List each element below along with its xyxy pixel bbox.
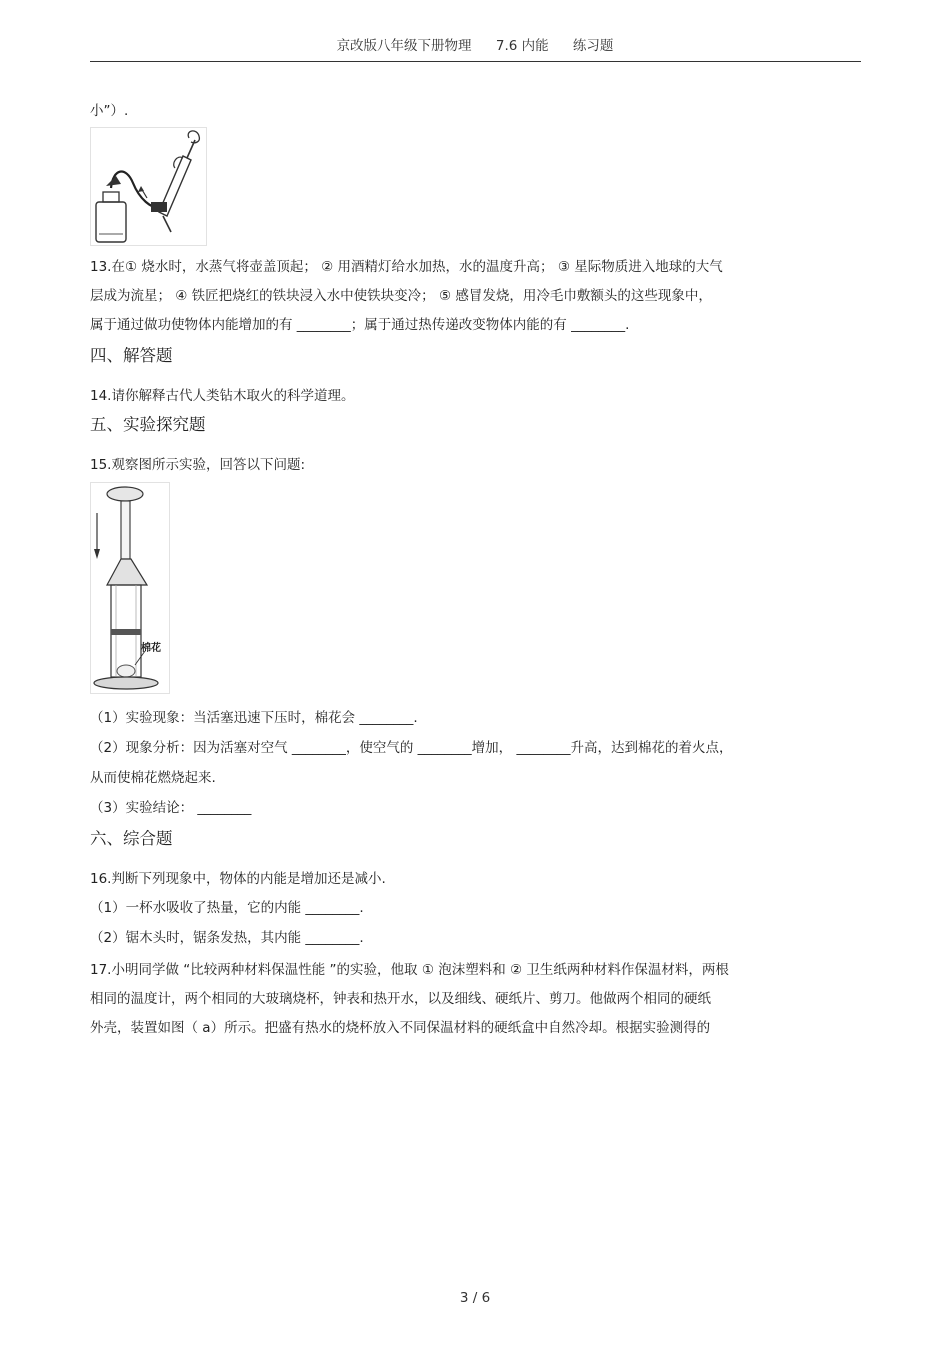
question-14: 14.请你解释古代人类钻木取火的科学道理。: [90, 388, 355, 404]
question-16-part-1: （1）一杯水吸收了热量，它的内能 ________.: [90, 900, 364, 916]
question-13-line-3: 属于通过做功使物体内能增加的有 ________；属于通过热传递改变物体内能的有 ________.: [90, 317, 630, 333]
page-header: [0, 34, 950, 54]
figure-bottle-pump: [90, 127, 207, 246]
question-15: 15.观察图所示实验，回答以下问题:: [90, 457, 306, 473]
page-number: 3 / 6: [459, 1290, 491, 1306]
section-heading-5: 五、实验探究题: [90, 415, 206, 434]
question-15-part-3: （3）实验结论： ________: [90, 800, 252, 816]
question-17-line-3: 外壳，装置如图（ a）所示。把盛有热水的烧杯放入不同保温材料的硬纸盒中自然冷却。根据实验测得的: [90, 1020, 711, 1036]
text-line: 小”）.: [90, 103, 129, 119]
question-16: 16.判断下列现象中，物体的内能是增加还是减小.: [90, 871, 386, 887]
question-16-part-2: （2）锯木头时，锯条发热，其内能 ________.: [90, 930, 364, 946]
section-heading-6: 六、综合题: [90, 829, 173, 848]
header-kind: 练习题: [572, 38, 614, 54]
question-13-line-2: 层成为流星； ④ 铁匠把烧红的铁块浸入水中使铁块变冷； ⑤ 感冒发烧，用冷毛巾敷额头的这些现象中，: [90, 288, 712, 304]
air-compression-drawing: [91, 483, 169, 693]
header-divider: [90, 61, 861, 62]
question-15-part-2: （2）现象分析：因为活塞对空气 ________，使空气的 ________增加， ________升高，达到棉花的着火点，: [90, 740, 733, 756]
header-book: 京改版八年级下册物理: [336, 38, 472, 54]
question-13-line-1: 13.在① 烧水时，水蒸气将壶盖顶起； ② 用酒精灯给水加热，水的温度升高； ③ 星际物质进入地球的大气: [90, 259, 723, 275]
question-17-line-2: 相同的温度计，两个相同的大玻璃烧杯，钟表和热开水，以及细线、硬纸片、剪刀。他做两个相同的硬纸: [90, 991, 711, 1007]
header-section: 7.6 内能: [495, 38, 549, 54]
figure-label-cotton: 棉花: [141, 643, 161, 654]
question-15-part-1: （1）实验现象：当活塞迅速下压时，棉花会 ________.: [90, 710, 418, 726]
section-heading-4: 四、解答题: [90, 346, 173, 365]
question-15-part-2-cont: 从而使棉花燃烧起来.: [90, 770, 216, 786]
bottle-pump-drawing: [91, 128, 206, 245]
figure-air-compression: [90, 482, 170, 694]
question-17-line-1: 17.小明同学做 “比较两种材料保温性能 ”的实验，他取 ① 泡沫塑料和 ② 卫生纸两种材料作保温材料，两根: [90, 962, 729, 978]
